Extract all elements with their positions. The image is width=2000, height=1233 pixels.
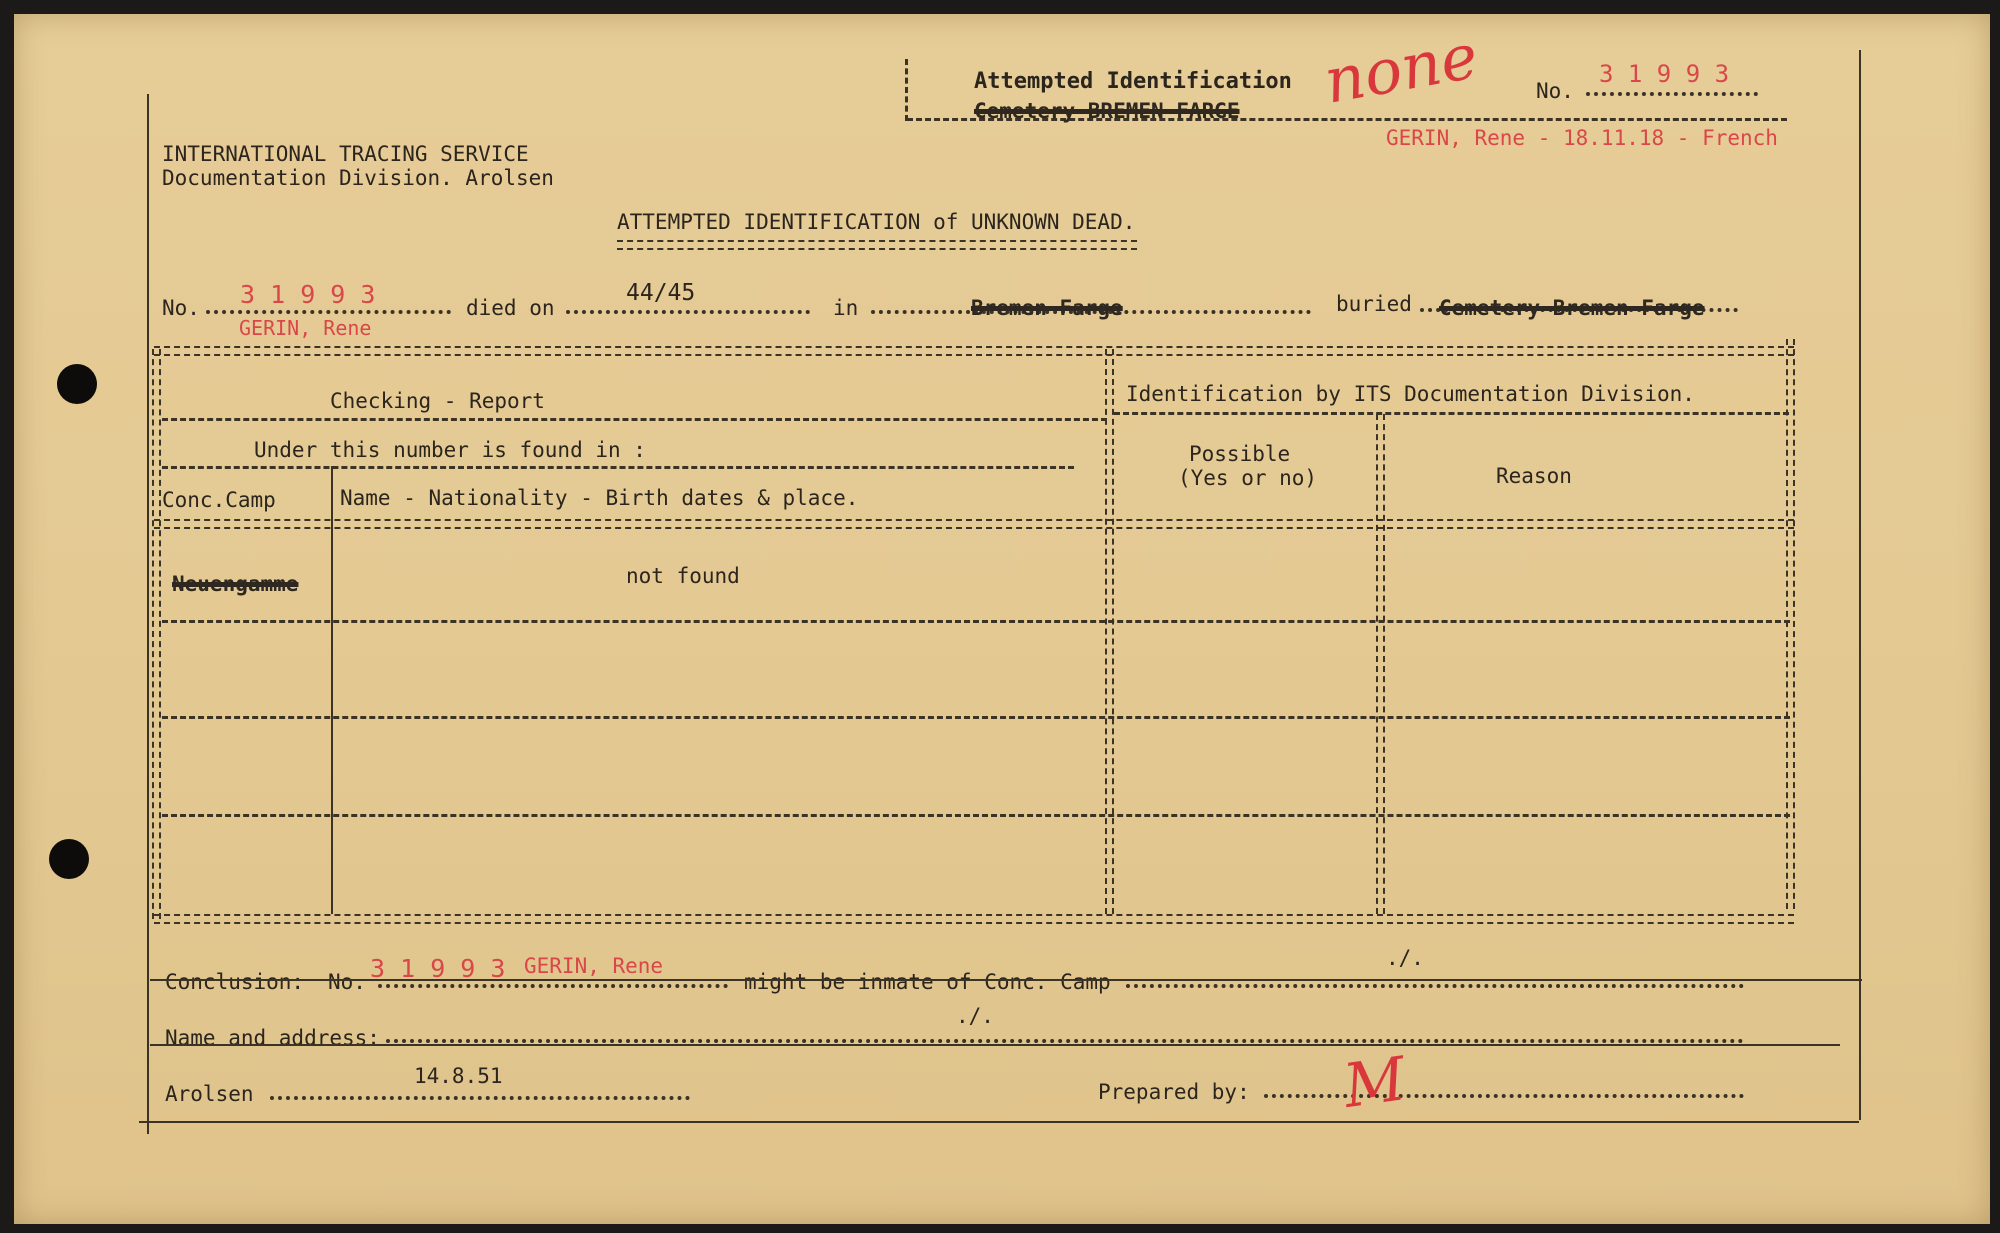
- footer-place: Arolsen: [165, 1082, 254, 1106]
- bottom-border-line: [139, 1121, 1859, 1123]
- header-bottom-border: [154, 519, 1794, 529]
- checking-report-underline: [162, 418, 1107, 421]
- header-box-no-dots: [1586, 92, 1758, 96]
- footer-signature: M: [1339, 1044, 1411, 1122]
- under-number-label: Under this number is found in :: [254, 438, 646, 462]
- record-name: GERIN, Rene: [239, 316, 372, 340]
- agency-line2: Documentation Division. Arolsen: [162, 166, 554, 190]
- record-buried-value: Cemetery Bremen-Farge: [1439, 296, 1705, 320]
- left-border-line: [147, 94, 149, 1134]
- record-died-value: 44/45: [626, 280, 696, 306]
- conclusion-text: might be inmate of Conc. Camp: [744, 970, 1111, 994]
- row-2-bottom-line: [162, 716, 1790, 719]
- row-3-bottom-line: [162, 814, 1790, 817]
- header-box-no-value: 3 1 9 9 3: [1599, 60, 1730, 88]
- handwritten-none: none: [1318, 19, 1484, 118]
- table-divider-main: [1105, 349, 1114, 914]
- record-in-value: Bremen-Farge: [971, 296, 1123, 320]
- identification-underline: [1114, 412, 1789, 415]
- header-box-title-line1: Attempted Identification: [974, 69, 1292, 94]
- header-box-title-line2: Cemetery BREMEN-FARGE: [974, 99, 1240, 123]
- table-divider-camp: [331, 466, 333, 914]
- identification-header: Identification by ITS Documentation Division.: [1126, 382, 1695, 406]
- form-title: ATTEMPTED IDENTIFICATION of UNKNOWN DEAD.: [617, 210, 1136, 234]
- header-box-left-line: [905, 59, 908, 121]
- conclusion-no-value: 3 1 9 9 3: [370, 954, 506, 983]
- table-bottom-border: [154, 914, 1794, 924]
- row-1-bottom-line: [162, 620, 1790, 623]
- header-box-no-label: No.: [1536, 79, 1574, 103]
- col-possible-header-1: Possible: [1189, 442, 1291, 466]
- record-in-label: in: [833, 296, 859, 320]
- form-title-underline: [617, 240, 1137, 250]
- conclusion-no-label: No.: [328, 970, 366, 994]
- record-no-dots: [206, 310, 451, 314]
- conclusion-camp-value: ./.: [1386, 946, 1424, 970]
- record-no-value: 3 1 9 9 3: [240, 280, 376, 309]
- punch-hole-bottom: [49, 839, 89, 879]
- name-address-value: ./.: [956, 1004, 994, 1028]
- col-name-header: Name - Nationality - Birth dates & place.: [340, 486, 859, 510]
- table-divider-possible: [1376, 414, 1385, 914]
- checking-report-header: Checking - Report: [330, 389, 545, 413]
- footer-prepared-dots: [1264, 1094, 1744, 1098]
- table-left-border: [152, 349, 161, 919]
- right-border-line: [1859, 50, 1861, 1120]
- conclusion-name: GERIN, Rene: [524, 954, 664, 978]
- conclusion-camp-dots: [1126, 984, 1744, 988]
- conclusion-no-dots: [378, 984, 728, 988]
- header-box-person: GERIN, Rene - 18.11.18 - French: [1386, 126, 1778, 150]
- record-no-label: No.: [162, 296, 200, 320]
- punch-hole-top: [57, 364, 97, 404]
- record-buried-label: buried: [1336, 292, 1412, 316]
- under-number-underline: [162, 466, 1074, 469]
- name-address-rule: [150, 1044, 1840, 1046]
- agency-line1: INTERNATIONAL TRACING SERVICE: [162, 142, 529, 166]
- col-possible-header-2: (Yes or no): [1178, 466, 1318, 490]
- table-top-border: [154, 346, 1794, 356]
- col-camp-header: Conc.Camp: [162, 488, 276, 512]
- document-card: [14, 14, 1990, 1224]
- footer-prepared-label: Prepared by:: [1098, 1080, 1250, 1104]
- name-address-dots: [386, 1039, 1744, 1043]
- record-died-label: died on: [466, 296, 555, 320]
- col-reason-header: Reason: [1496, 464, 1572, 488]
- conclusion-label: Conclusion:: [165, 970, 305, 994]
- row-1-name: not found: [626, 564, 740, 588]
- footer-date: 14.8.51: [414, 1064, 503, 1088]
- row-1-camp: Neuengamme: [172, 572, 299, 596]
- conclusion-rule: [150, 979, 1862, 981]
- name-address-label: Name and address:: [165, 1026, 380, 1050]
- record-died-dots: [566, 310, 810, 314]
- table-right-border: [1786, 339, 1795, 909]
- footer-date-dots: [270, 1096, 690, 1100]
